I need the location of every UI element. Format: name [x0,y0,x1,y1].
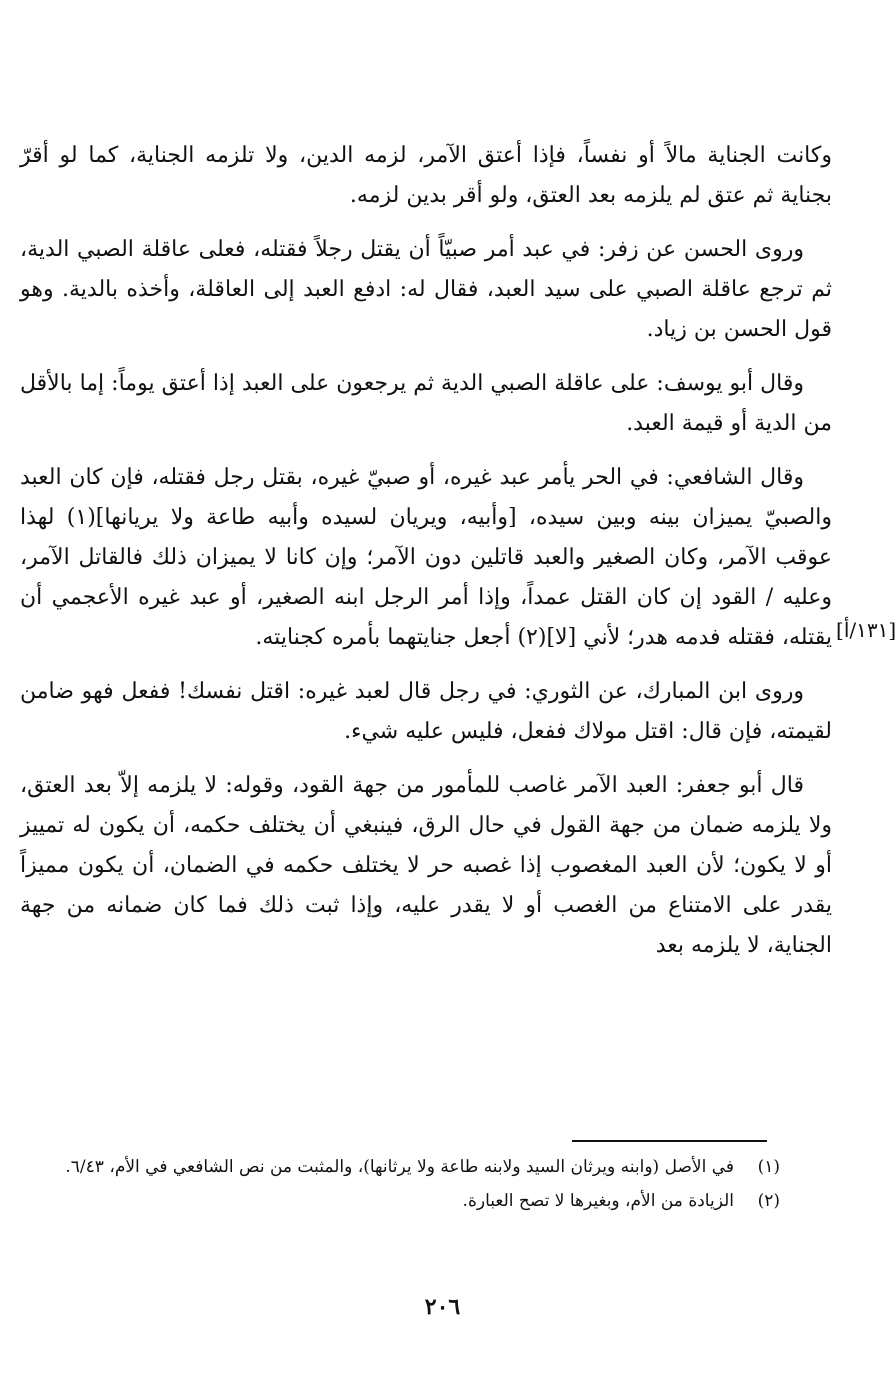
paragraph: قال أبو جعفر: العبد الآمر غاصب للمأمور من جهة القود، وقوله: لا يلزمه إلاّ بعد العتق، ولا يلزمه ضمان من جهة القول في حال الرق، فينبغي أن يختلف حكمه، أن يكون له تمييز أو لا يكون؛ لأن العبد المغصوب إذا غصبه حر لا يختلف حكمه في الضمان، أن يكون مميزاً يقدر على الامتناع من الغصب أو لا يقدر عليه، وإذا ثبت ذلك فما كان ضمانه من جهة الجناية، لا يلزمه بعد [20,773,832,958]
paragraph: وروى ابن المبارك، عن الثوري: في رجل قال لعبد غيره: اقتل نفسك! ففعل فهو ضامن لقيمته، فإن قال: اقتل مولاك ففعل، فليس عليه شيء. [20,679,832,744]
paragraph: وكانت الجناية مالاً أو نفساً، فإذا أعتق الآمر، لزمه الدين، ولا تلزمه الجناية، كما لو أقرّ بجناية ثم عتق لم يلزمه بعد العتق، ولو أقر بدين لزمه. [20,143,832,208]
paragraph: وقال الشافعي: في الحر يأمر عبد غيره، أو صبيّ غيره، بقتل رجل فقتله، فإن كان العبد والصبيّ يميزان بينه وبين سيده، [وأبيه، ويريان لسيده وأبيه طاعة ولا يريانها](١) لهذا عوقب الآمر، وكان الصغير والعبد قاتلين دون الآمر؛ وإن كانا لا يميزان ذلك فالقاتل الآمر، وعليه / القود إن كان القتل عمداً، وإذا أمر الرجل ابنه الصغير، أو عبد غيره الأعجمي أن يقتله، فقتله فدمه هدر؛ لأني [لا](٢) أجعل جنايتهما بأمره كجنايته. [20,465,832,650]
footnotes [24,1152,780,1220]
footnote [24,1186,780,1216]
page-number: ٢٠٦ [424,1294,461,1320]
paragraph: وروى الحسن عن زفر: في عبد أمر صبيّاً أن يقتل رجلاً فقتله، فعلى عاقلة الصبي الدية، ثم ترجع عاقلة الصبي على سيد العبد، فقال له: ادفع العبد إلى العاقلة، وأخذه بالدية. وهو قول الحسن بن زياد. [20,237,832,342]
footnote-separator [572,1140,767,1142]
footnote-number: (١) [757,1157,780,1177]
paragraph: وقال أبو يوسف: على عاقلة الصبي الدية ثم يرجعون على العبد إذا أعتق يوماً: إما بالأقل من الدية أو قيمة العبد. [20,371,832,436]
footnote [24,1152,780,1182]
main-text [20,136,832,980]
manuscript-folio-reference: [١٣١/أ] [836,618,896,642]
footnote-number: (٢) [757,1191,780,1211]
footnote-text: في الأصل (وابنه ويرثان السيد ولابنه طاعة ولا يرثانها)، والمثبت من نص الشافعي في الأم، ٦/٤٣. [65,1157,734,1177]
footnote-text: الزيادة من الأم، وبغيرها لا تصح العبارة. [462,1191,734,1211]
